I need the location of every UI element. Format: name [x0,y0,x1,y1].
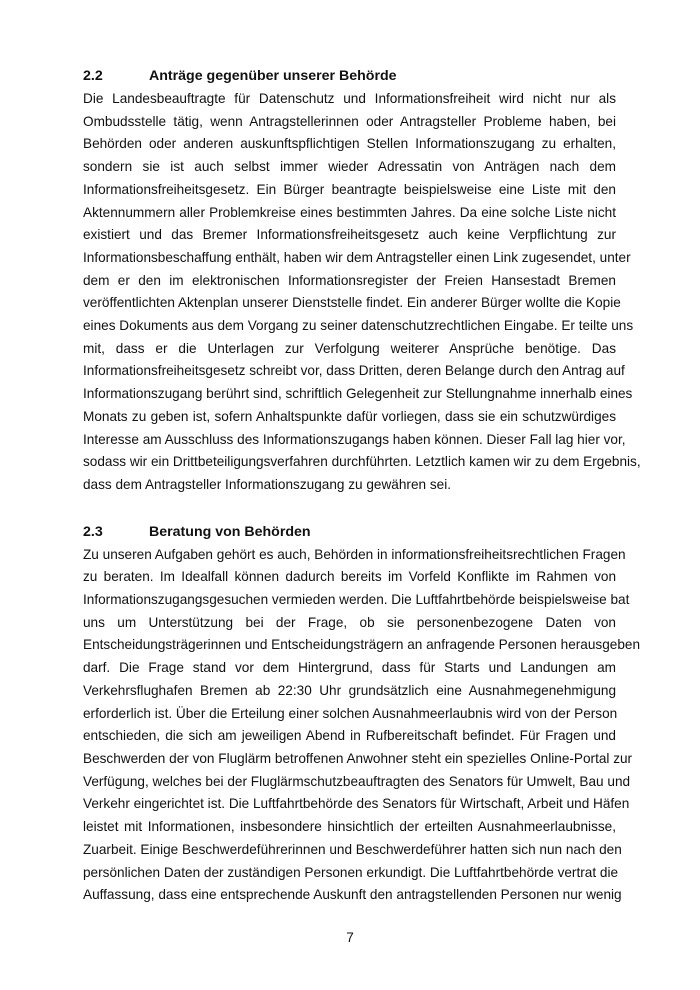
text-line: Die Landesbeauftragte für Datenschutz und Informationsfreiheit wird nicht nur als [83,91,616,106]
text-line: sodass wir ein Drittbeteiligungsverfahren durchführten. Letztlich kamen wir zu dem Ergebnis, [83,454,641,470]
text-line: Interesse am Ausschluss des Informationszugangs haben können. Dieser Fall lag hier vor, [83,431,626,447]
text-line: dass dem Antragsteller Informationszugang zu gewähren sei. [83,476,451,492]
section-title: Anträge gegenüber unserer Behörde [149,68,397,84]
text-line: Zu unseren Aufgaben gehört es auch, Behörden in informationsfreiheitsrechtlichen Fragen [83,546,626,562]
text-line: uns um Unterstützung bei der Frage, ob sie personenbezogene Daten von [83,614,616,630]
text-line: Informationsfreiheitsgesetz schreibt vor, dass Dritten, deren Belange durch den Antrag auf [83,363,625,379]
text-line: Informationsfreiheitsgesetz. Ein Bürger beantragte beispielsweise eine Liste mit den [83,181,616,197]
section-number: 2.3 [83,523,103,540]
document-body [83,64,641,907]
text-line: darf. Die Frage stand vor dem Hintergrund, dass für Starts und Landungen am [83,660,616,676]
section-paragraph [83,88,641,497]
text-line: erforderlich ist. Über die Erteilung einer solchen Ausnahmeerlaubnis wird von der Person [83,705,618,721]
text-line: mit, dass er die Unterlagen zur Verfolgung weiterer Ansprüche benötige. Das [83,340,616,356]
section-title: Beratung von Behörden [149,523,311,540]
text-line: veröffentlichten Aktenplan unserer Dienststelle findet. Ein anderer Bürger wollte die Kopie [83,295,621,311]
text-line: dem er den im elektronischen Informationsregister der Freien Hansestadt Bremen [83,272,616,288]
section-gap [83,497,616,520]
section-heading [83,520,616,544]
text-line: Auffassung, dass eine entsprechende Auskunft den antragstellenden Personen nur wenig [83,887,622,903]
text-line: entschieden, die sich am jeweiligen Abend in Rufbereitschaft befindet. Für Fragen und [83,728,616,744]
text-line: Informationsbeschaffung enthält, haben wir dem Antragsteller einen Link zugesendet, unter [83,249,631,265]
text-line: sondern sie ist auch selbst immer wieder Adressatin von Anträgen nach dem [83,159,616,175]
text-line: Informationszugang berührt sind, schriftlich Gelegenheit zur Stellungnahme innerhalb eines [83,386,633,402]
document-page [83,64,641,907]
text-line: Monats zu geben ist, sofern Anhaltspunkte dafür vorliegen, dass sie ein schutzwürdiges [83,408,616,424]
text-line: leistet mit Informationen, insbesondere hinsichtlich der erteilten Ausnahmeerlaubnisse, [83,819,616,835]
text-line: Ombudsstelle tätig, wenn Antragstellerinnen oder Antragsteller Probleme haben, bei [83,113,616,129]
section-number: 2.2 [83,68,103,84]
text-line: Zuarbeit. Einige Beschwerdeführerinnen und Beschwerdeführer hatten sich nun nach den [83,841,622,857]
text-line: Verfügung, welches bei der Fluglärmschutzbeauftragten des Senators für Umwelt, Bau und [83,773,631,789]
text-line: existiert und das Bremer Informationsfreiheitsgesetz auch keine Verpflichtung zur [83,227,616,243]
text-line: Verkehr eingerichtet ist. Die Luftfahrtbehörde des Senators für Wirtschaft, Arbeit und Häfen [83,796,630,812]
text-line: Verkehrsflughafen Bremen ab 22:30 Uhr grundsätzlich eine Ausnahmegenehmigung [83,682,616,698]
text-line: Informationszugangsgesuchen vermieden werden. Die Luftfahrtbehörde beispielsweise bat [83,592,630,608]
text-line: zu beraten. Im Idealfall können dadurch bereits im Vorfeld Konflikte im Rahmen von [83,569,616,585]
text-line: Entscheidungsträgerinnen und Entscheidungsträgern an anfragende Personen herausgeben [83,637,640,653]
section-paragraph [83,544,640,907]
page-number: 7 [346,930,354,945]
text-line: eines Dokuments aus dem Vorgang zu seiner datenschutzrechtlichen Eingabe. Er teilte uns [83,318,634,334]
text-line: Beschwerden der von Fluglärm betroffenen Anwohner steht ein spezielles Online-Portal zur [83,750,633,766]
section-heading [83,64,616,88]
text-line: persönlichen Daten der zuständigen Personen erkundigt. Die Luftfahrtbehörde vertrat die [83,864,619,880]
text-line: Behörden oder anderen auskunftspflichtigen Stellen Informationszugang zu erhalten, [83,136,616,152]
text-line: Aktennummern aller Problemkreise eines bestimmten Jahres. Da eine solche Liste nicht [83,204,616,220]
